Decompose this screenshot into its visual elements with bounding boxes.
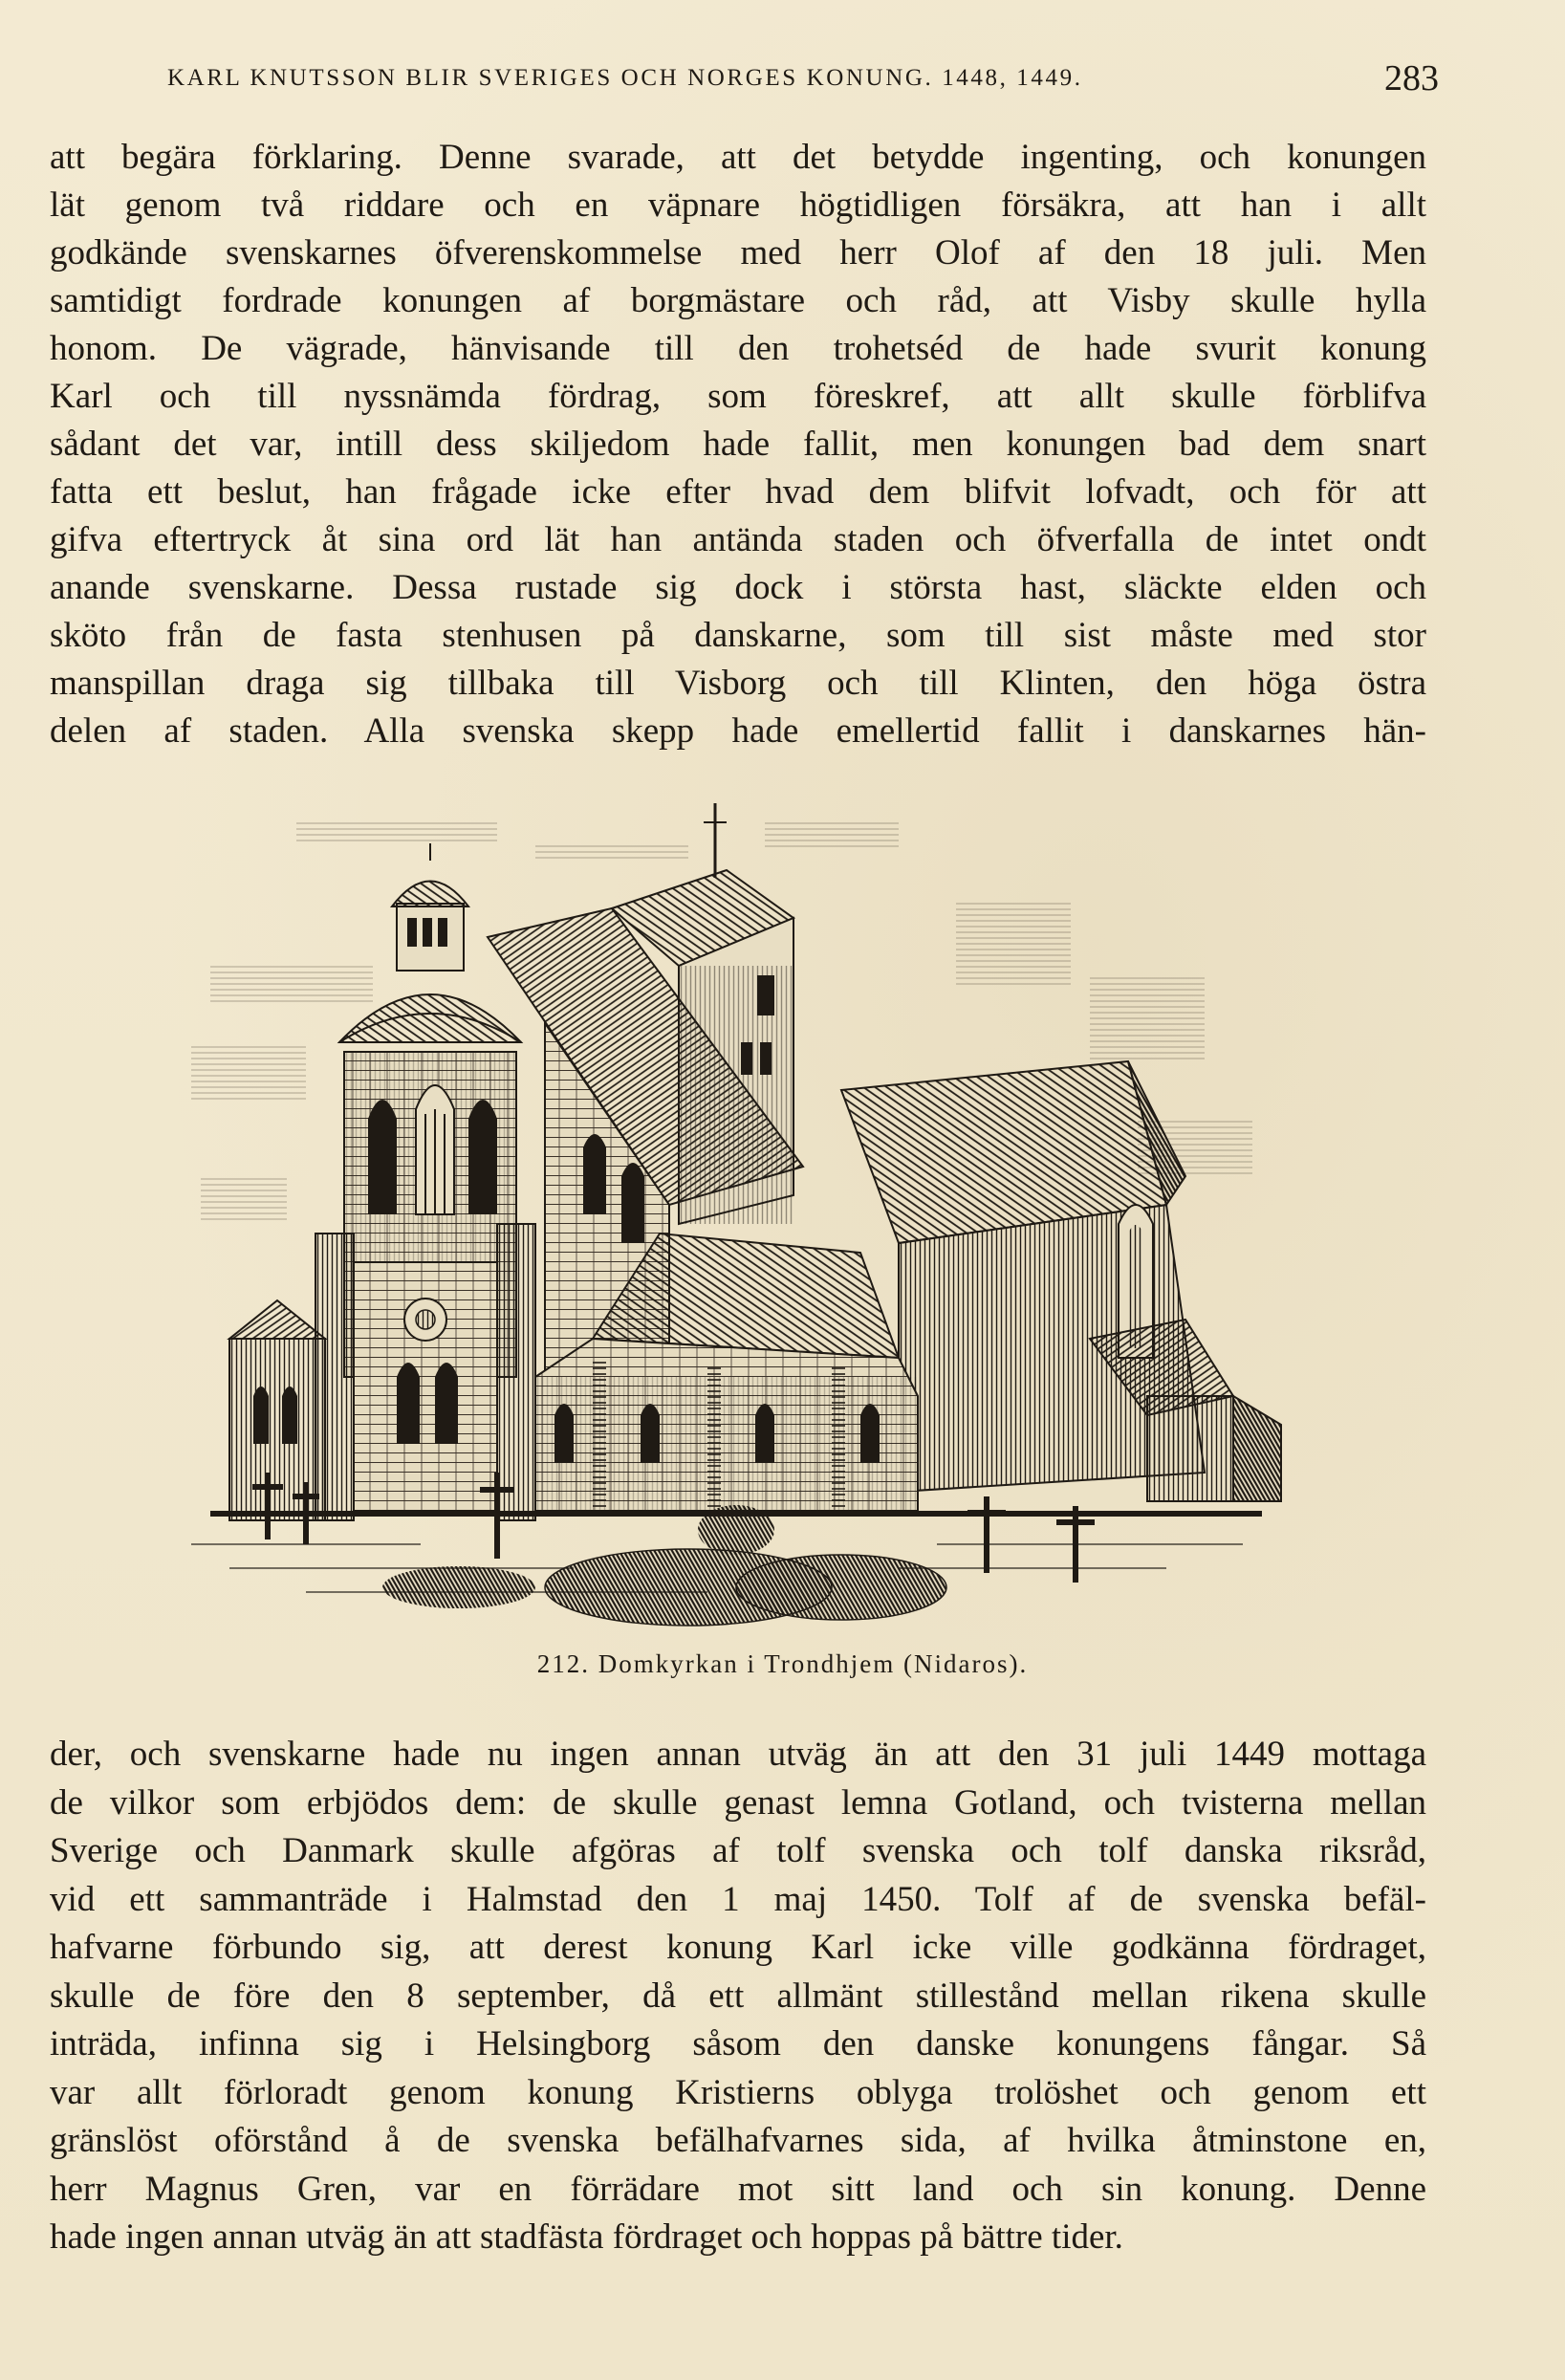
page-number: 283	[1384, 58, 1439, 98]
text-line: var allt förloradt genom konung Kristierns oblyga trolöshet och genom ett	[50, 2072, 1426, 2112]
text-line: lät genom två riddare och en väpnare högtidligen försäkra, att han i allt	[50, 186, 1426, 225]
figure-caption: 212. Domkyrkan i Trondhjem (Nidaros).	[536, 1649, 1029, 1678]
text-line: gränslöst oförstånd å de svenska befälhafvarnes sida, af hvilka åtminstone en,	[50, 2121, 1426, 2160]
text-line: hade ingen annan utväg än att stadfästa fördraget och hoppas på bättre tider.	[50, 2217, 1123, 2257]
text-line: manspillan draga sig tillbaka till Visborg och till Klinten, den höga östra	[50, 664, 1426, 703]
text-line: skulle de före den 8 september, då ett allmänt stillestånd mellan rikena skulle	[50, 1976, 1426, 2016]
text-line: delen af staden. Alla svenska skepp hade emellertid fallit i danskarnes hän-	[50, 711, 1426, 751]
running-title: KARL KNUTSSON BLIR SVERIGES OCH NORGES KONUNG. 1448, 1449.	[167, 65, 1083, 91]
text-line: att begära förklaring. Denne svarade, att det betydde ingenting, och konungen	[50, 138, 1426, 177]
cathedral-engraving	[172, 803, 1300, 1645]
text-line: Karl och till nyssnämda fördrag, som föreskref, att allt skulle förblifva	[50, 377, 1426, 416]
running-head	[167, 57, 1439, 105]
text-line: sköto från de fasta stenhusen på danskarne, som till sist måste med stor	[50, 616, 1426, 655]
text-line: fatta ett beslut, han frågade icke efter hvad dem blifvit lofvadt, och för att	[50, 472, 1426, 512]
text-line: hafvarne förbundo sig, att derest konung Karl icke ville godkänna fördraget,	[50, 1928, 1426, 1967]
text-line: de vilkor som erbjödos dem: de skulle genast lemna Gotland, och tvisterna mellan	[50, 1782, 1426, 1823]
text-line: der, och svenskarne hade nu ingen annan utväg än att den 31 juli 1449 mottaga	[50, 1735, 1426, 1774]
text-line: Sverige och Danmark skulle afgöras af tolf svenska och tolf danska riksråd,	[50, 1831, 1426, 1870]
text-line: sådant det var, intill dess skiljedom hade fallit, men konungen bad dem snart	[50, 425, 1426, 464]
text-line: vid ett sammanträde i Halmstad den 1 maj 1450. Tolf af de svenska befäl-	[50, 1879, 1426, 1919]
text-line: inträda, infinna sig i Helsingborg såsom den danske konungens fångar. Så	[50, 2024, 1426, 2063]
text-line: anande svenskarne. Dessa rustade sig dock i största hast, släckte elden och	[50, 568, 1426, 607]
text-line: gifva eftertryck åt sina ord lät han antända staden och öfverfalla de intet ondt	[50, 520, 1426, 559]
text-line: herr Magnus Gren, var en förrädare mot sitt land och sin konung. Denne	[50, 2169, 1426, 2209]
text-line: honom. De vägrade, hänvisande till den trohetséd de hade svurit konung	[50, 329, 1426, 368]
text-line: samtidigt fordrade konungen af borgmästare och råd, att Visby skulle hylla	[50, 281, 1426, 320]
paragraph-bottom	[50, 1731, 1426, 2262]
paragraph-top	[50, 134, 1426, 755]
text-line: godkände svenskarnes öfverenskommelse med herr Olof af den 18 juli. Men	[50, 233, 1426, 273]
